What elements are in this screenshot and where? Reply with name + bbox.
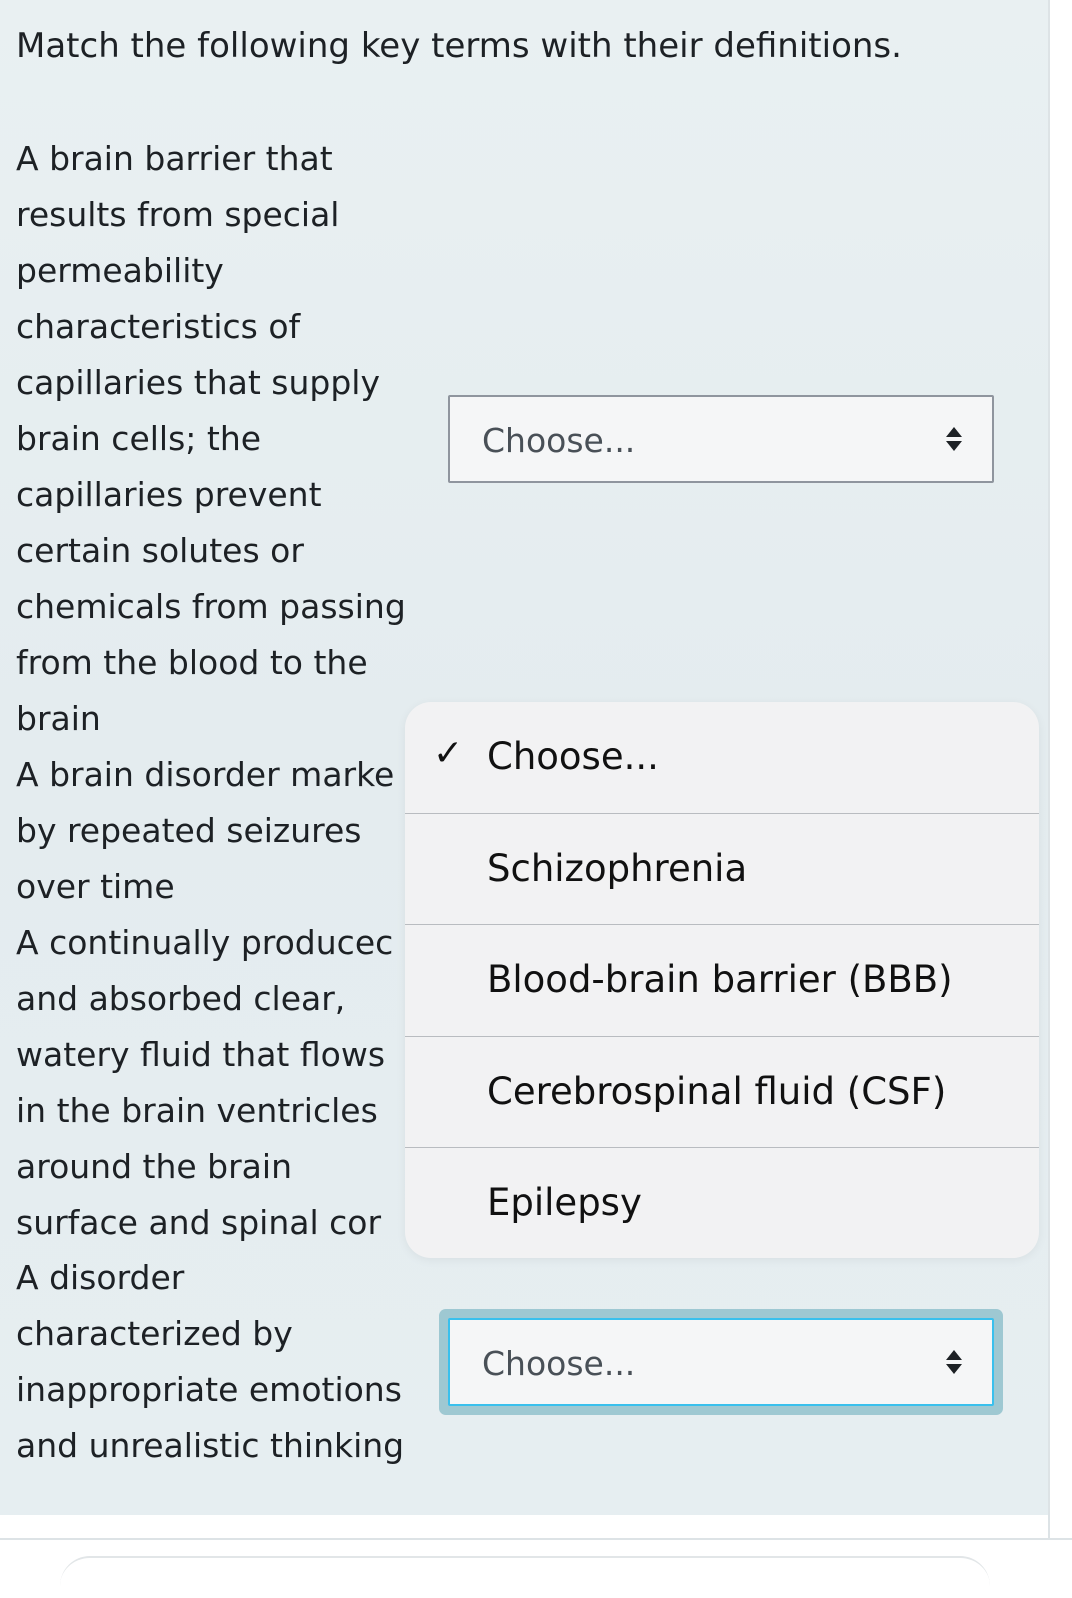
term-line: inappropriate emotions — [16, 1370, 402, 1409]
select-arrows-icon — [946, 1350, 962, 1380]
term-line: A brain disorder marke — [16, 755, 395, 794]
term-definition-epilepsy — [16, 747, 408, 915]
select-arrows-icon — [946, 427, 962, 457]
term-line: in the brain ventricles — [16, 1091, 378, 1130]
divider — [0, 1538, 1072, 1540]
term-line: capillaries prevent — [16, 475, 322, 514]
option-label: Choose... — [487, 735, 659, 778]
term-line: surface and spinal cor — [16, 1203, 382, 1242]
term-line: A disorder — [16, 1258, 185, 1297]
select-value: Choose... — [482, 421, 636, 460]
term-line: characteristics of — [16, 307, 301, 346]
term-line: capillaries that supply — [16, 363, 380, 402]
option-label: Epilepsy — [487, 1181, 642, 1224]
dropdown-option-schizophrenia[interactable] — [405, 814, 1039, 925]
option-label: Schizophrenia — [487, 847, 748, 890]
term-line: permeability — [16, 251, 224, 290]
term-line: by repeated seizures — [16, 811, 362, 850]
term-line: over time — [16, 867, 175, 906]
term-line: brain cells; the — [16, 419, 262, 458]
term-definition-csf — [16, 915, 408, 1251]
dropdown-option-epilepsy[interactable] — [405, 1148, 1039, 1258]
panel-border — [1048, 0, 1050, 1540]
select-value: Choose... — [482, 1344, 636, 1383]
term-line: chemicals from passing — [16, 587, 406, 626]
term-definition-bbb — [16, 131, 446, 747]
next-card-edge — [60, 1556, 990, 1598]
dropdown-option-bbb[interactable] — [405, 925, 1039, 1036]
question-prompt: Match the following key terms with their definitions. — [16, 26, 902, 66]
term-line: around the brain — [16, 1147, 292, 1186]
term-line: from the blood to the — [16, 643, 368, 682]
option-label: Cerebrospinal fluid (CSF) — [487, 1070, 947, 1113]
checkmark-icon: ✓ — [433, 733, 464, 774]
term-line: watery fluid that flows — [16, 1035, 386, 1074]
answer-select-1[interactable] — [448, 395, 994, 483]
term-line: and absorbed clear, — [16, 979, 346, 1018]
option-label: Blood-brain barrier (BBB) — [487, 958, 953, 1001]
dropdown-option-csf[interactable] — [405, 1037, 1039, 1148]
term-line: A brain barrier that — [16, 139, 333, 178]
term-line: results from special — [16, 195, 340, 234]
term-line: certain solutes or — [16, 531, 304, 570]
term-line: brain — [16, 699, 101, 738]
term-line: characterized by — [16, 1314, 293, 1353]
term-line: and unrealistic thinking — [16, 1426, 405, 1465]
term-line: A continually producec — [16, 923, 394, 962]
dropdown-menu — [405, 702, 1039, 1258]
term-definition-schizophrenia — [16, 1250, 446, 1474]
answer-select-4[interactable] — [448, 1318, 994, 1406]
dropdown-option-choose[interactable] — [405, 702, 1039, 813]
